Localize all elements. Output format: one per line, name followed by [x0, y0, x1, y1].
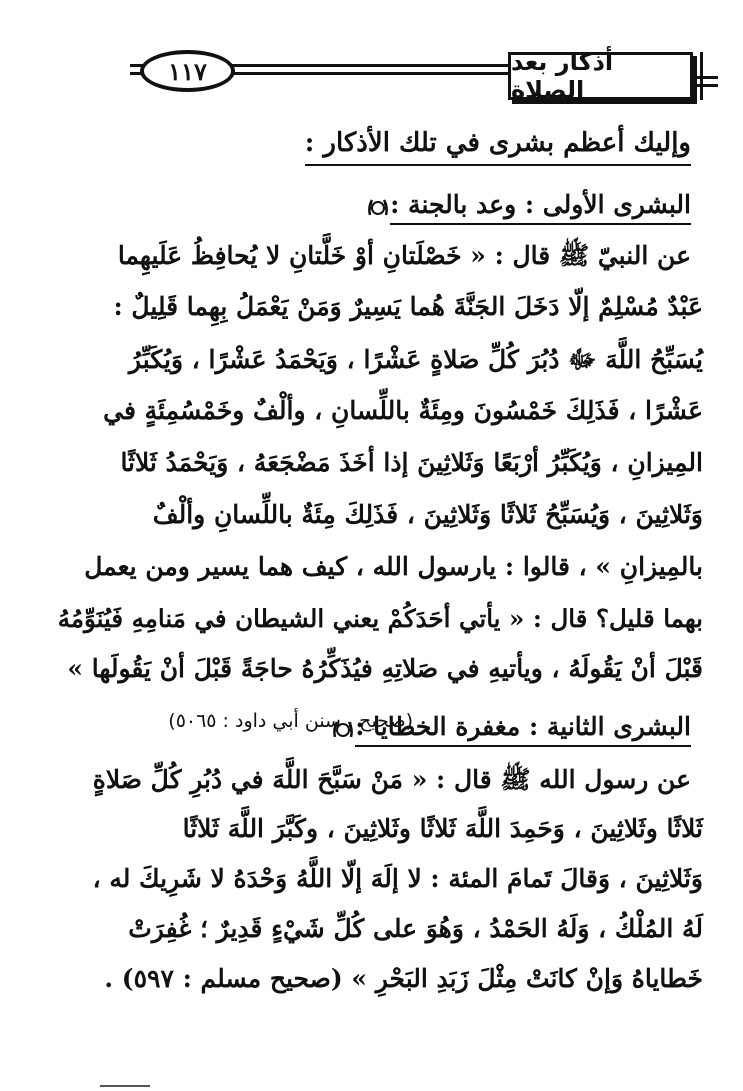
page-number: ١١٧ — [140, 50, 235, 92]
wreath-icon — [331, 717, 355, 743]
section1-line-3: يُسَبِّحُ اللَّهَ ﷻ دُبُرَ كُلِّ صَلاةٍ عَشْرًا ، وَيَحْمَدُ عَشْرًا ، وَيُكَبِّرُ — [128, 345, 703, 374]
section1-line-4: عَشْرًا ، فَذَلِكَ خَمْسُونَ ومِئَةٌ باللِّسانِ ، وألْفٌ وخَمْسُمِئَةٍ في — [103, 396, 703, 425]
section2-line-3: وَثَلاثِينَ ، وَقالَ تَمامَ المئة : لا إلَهَ إلّا اللَّهُ وَحْدَهُ لا شَرِيكَ له ، — [92, 864, 703, 893]
section1-citation: (صحيح ، سنن أبي داود : ٥٠٦٥) — [168, 710, 413, 732]
section2-line-2: ثَلاثًا وثَلاثِينَ ، وَحَمِدَ اللَّهَ ثَلاثًا وثَلاثِينَ ، وكَبَّرَ اللَّهَ ثَلاثًا — [182, 814, 703, 843]
chapter-title: أذكار بعد الصلاة — [508, 52, 693, 100]
section1-line-7: بالمِيزانِ » ، قالوا : يارسول الله ، كيف هما يسير ومن يعمل — [84, 552, 703, 581]
section1-heading — [358, 190, 691, 225]
footer-rule — [100, 1085, 150, 1087]
intro-text: وإليك أعظم بشرى في تلك الأذكار : — [305, 128, 691, 166]
section2-line-4: لَهُ المُلْكُ ، وَلَهُ الحَمْدُ ، وَهُوَ على كُلِّ شَيْءٍ قَدِيرٌ ؛ غُفِرَتْ — [128, 914, 703, 943]
section1-line-6: وَثَلاثِينَ ، وَيُسَبِّحُ ثَلاثًا وَثَلاثِينَ ، فَذَلِكَ مِئَةٌ باللِّسانِ وألْفٌ — [152, 500, 703, 529]
intro-heading — [305, 128, 691, 166]
section1-line-5: المِيزانِ ، وَيُكَبِّرُ أرْبَعًا وَثَلاثِينَ إذا أخَذَ مَضْجَعَهُ ، وَيَحْمَدُ ثَلاثًا — [120, 448, 703, 477]
section1-line-8: بهما قليل؟ قال : « يأتي أحَدَكُمْ يعني الشيطان في مَنامِهِ فَيُنَوِّمُهُ — [57, 604, 703, 633]
section2-heading — [323, 712, 691, 747]
page-header — [0, 0, 743, 120]
section1-line-2: عَبْدٌ مُسْلِمٌ إلّا دَخَلَ الجَنَّةَ هُما يَسِيرٌ وَمَنْ يَعْمَلُ بِهِما قَلِيلٌ : — [113, 292, 703, 321]
section1-heading-text: البشرى الأولى : وعد بالجنة : — [390, 190, 691, 225]
wreath-icon — [366, 195, 390, 221]
section2-line-1: عن رسول الله ﷺ قال : « مَنْ سَبَّحَ اللَّهَ في دُبُرِ كُلِّ صَلاةٍ — [92, 765, 691, 794]
section2-heading-text: البشرى الثانية : مغفرة الخطايا : — [355, 712, 691, 747]
section1-line-9: قَبْلَ أنْ يَقُولَهُ ، ويأتيهِ في صَلاتِهِ فيُذَكِّرُهُ حاجَةً قَبْلَ أنْ يَقُولَها » — [67, 654, 703, 683]
section1-line-1: عن النبيّ ﷺ قال : « خَصْلَتانِ أوْ خَلَّتانِ لا يُحافِظُ عَلَيهِما — [117, 241, 691, 270]
section2-line-5: خَطاياهُ وَإنْ كانَتْ مِثْلَ زَبَدِ البَحْرِ » (صحيح مسلم : ٥٩٧) . — [104, 964, 703, 993]
